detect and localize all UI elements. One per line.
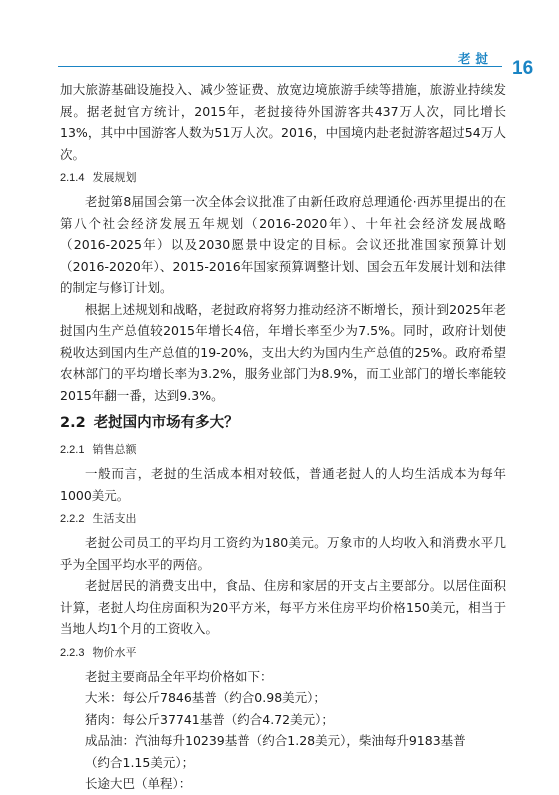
- paragraph-cost-of-living: 一般而言，老挝的生活成本相对较低，普通老挝人的人均生活成本为每年1000美元。: [60, 466, 506, 503]
- section-title: 生活支出: [92, 512, 137, 525]
- section-heading-2-2-2: [60, 510, 506, 528]
- paragraph-housing: 老挝居民的消费支出中，食品、住房和家居的开支占主要部分。以居住面积计算，老挝人均住房面积为20平方米，每平方米住房平均价格150美元，相当于当地人均1个月的工资收入。: [60, 578, 506, 636]
- page-body: [60, 79, 506, 795]
- running-header-country: 老挝: [458, 51, 494, 66]
- price-item-fuel-continued: （约合1.15美元）；: [85, 754, 195, 770]
- section-number: 2.2.3: [60, 646, 85, 659]
- price-item-bus: 长途大巴（单程）：: [85, 776, 192, 791]
- section-title: 发展规划: [92, 171, 137, 184]
- section-number: 2.2.1: [60, 444, 85, 456]
- section-heading-2-2-3: [60, 644, 506, 662]
- section-title: 物价水平: [92, 645, 137, 659]
- price-item-fuel: 成品油：汽油每升10239基普（约合1.28美元），柴油每升9183基普: [85, 733, 466, 748]
- paragraph-plan: 老挝第8届国会第一次全体会议批准了由新任政府总理通伦·西苏里提出的在第八个社会经济发展五年规划（2016-2020年）、十年社会经济发展战略（2016-2025年）以及2030愿景中设定的目标。会议还批准国家预算计划（2016-2020年）、2015-2016年国家预算调整计划、国会五年发展计划和法律的制定与修订计划。: [60, 194, 506, 295]
- section-number: 2.2: [60, 415, 86, 431]
- section-heading-2-1-4: [60, 169, 506, 187]
- paragraph-wages: 老挝公司员工的平均月工资约为180美元。万象市的人均收入和消费水平几乎为全国平均水平的两倍。: [60, 535, 506, 572]
- section-number: 2.2.2: [60, 513, 85, 525]
- section-title: 销售总额: [92, 443, 137, 456]
- section-title: 老挝国内市场有多大？: [93, 415, 239, 431]
- section-heading-2-2: [60, 411, 506, 435]
- header-rule: [58, 66, 502, 67]
- price-item-pork: 猪肉：每公斤37741基普（约合4.72美元）；: [85, 711, 334, 727]
- paragraph-growth: 根据上述规划和战略，老挝政府将努力推动经济不断增长，预计到2025年老挝国内生产总值较2015年增长4倍，年增长率至少为7.5%。同时，政府计划使税收达到国内生产总值的19-20%，支出大约为国内生产总值的25%。政府希望农林部门的平均增长率为3.2%，服务业部门为8.9%，而工业部门的增长率能较2015年翻一番，达到9.3%。: [60, 301, 506, 403]
- section-heading-2-2-1: [60, 441, 506, 459]
- page-number: 16: [512, 58, 534, 79]
- paragraph-tourism: 加大旅游基础设施投入、减少签证费、放宽边境旅游手续等措施，旅游业持续发展。据老挝官方统计，2015年，老挝接待外国游客共437万人次，同比增长13%，其中中国游客人数为51万人次。2016，中国境内赴老挝游客超过54万人次。: [60, 82, 506, 162]
- paragraph-prices-intro: 老挝主要商品全年平均价格如下：: [85, 668, 273, 684]
- price-item-rice: 大米：每公斤7846基普（约合0.98美元）；: [85, 690, 326, 705]
- section-number: 2.1.4: [60, 172, 85, 184]
